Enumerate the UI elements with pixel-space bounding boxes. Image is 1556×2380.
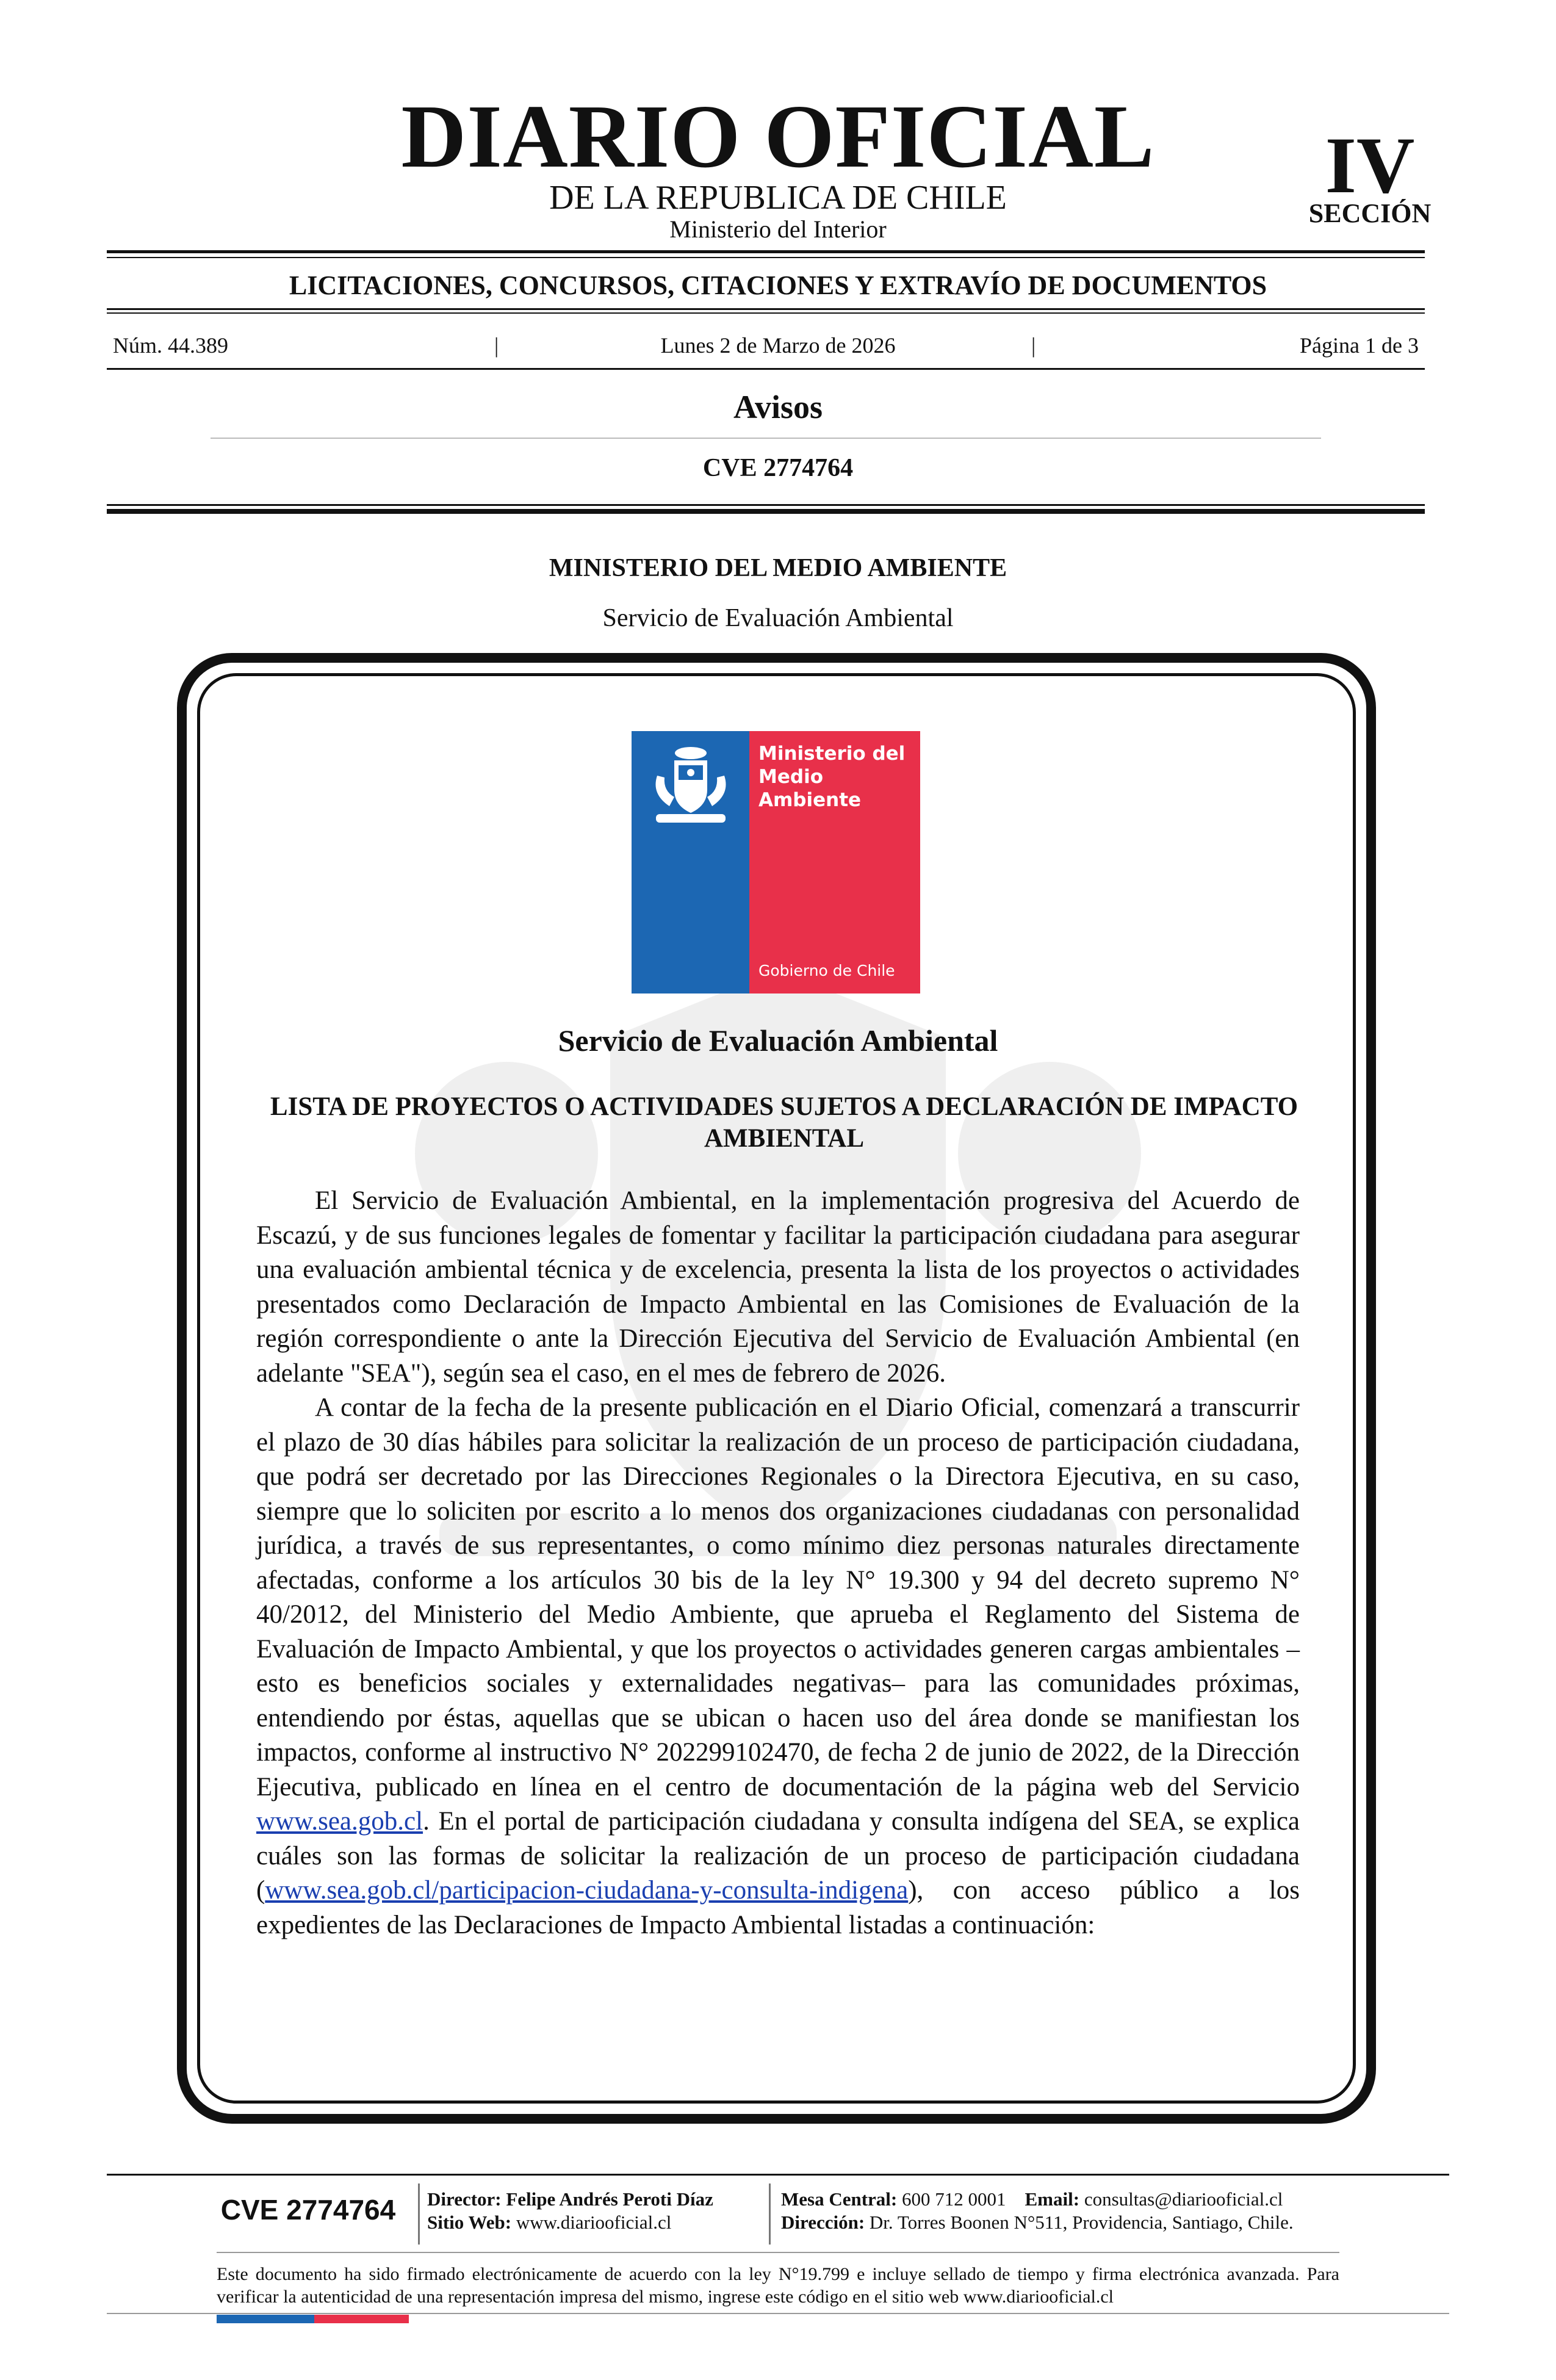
section-heading: LICITACIONES, CONCURSOS, CITACIONES Y EXTRAVÍO DE DOCUMENTOS (289, 270, 1267, 300)
issue-date: Lunes 2 de Marzo de 2026 (660, 333, 896, 358)
footer-rule-top (107, 2174, 1449, 2176)
service-name: Servicio de Evaluación Ambiental (602, 604, 954, 632)
paragraph-2 (256, 1391, 1300, 1942)
paragraph-1: El Servicio de Evaluación Ambiental, en la implementación progresiva del Acuerdo de Escazú, y de sus funciones legales de fomentar y facilitar la participación ciudadana para asegurar una evaluación ambiental técnica y de excelencia, presenta la lista de los proyectos o actividades presentados como Declaración de Impacto Ambiental en las Comisiones de Evaluación de la región correspondiente o ante la Dirección Ejecutiva del Servicio de Evaluación Ambiental (en adelante "SEA"), según sea el caso, en el mes de febrero de 2026. (256, 1186, 1300, 1388)
footer-director-block (427, 2188, 713, 2234)
masthead-rule-thick (107, 250, 1425, 253)
sea-website-link[interactable]: www.sea.gob.cl (256, 1807, 423, 1836)
site-url: www.diariooficial.cl (516, 2212, 672, 2233)
email-label: Email: (1025, 2188, 1080, 2210)
avisos-heading: Avisos (733, 389, 823, 425)
logo-name-line: Ministerio del (758, 743, 906, 765)
footer-cve-code: CVE 2774764 (220, 2194, 396, 2226)
footer-separator (769, 2183, 771, 2245)
paragraph-2-part-a: A contar de la fecha de la presente publicación en el Diario Oficial, comenzará a transcurrir el plazo de 30 días hábiles para solicitar la realización de un proceso de participación ciudadana, que podrá ser decretado por las Direcciones Regionales o la Directora Ejecutiva, en su caso, siempre que lo soliciten por escrito a lo menos dos organizaciones ciudadanas con personalidad jurídica, a través de sus representantes, o como mínimo diez personas naturales directamente afectadas, conforme a los artículos 30 bis de la ley N° 19.300 y 94 del decreto supremo N° 40/2012, del Ministerio del Medio Ambiente, que aprueba el Reglamento del Sistema de Evaluación de Impacto Ambiental, y que los proyectos o actividades generen cargas ambientales –esto es beneficios sociales y externalidades negativas– para las comunidades próximas, entendiendo por éstas, aquellas que se ubican o hacen uso del área donde se manifiestan los impactos, conforme al instructivo N° 202299102470, de fecha 2 de junio de 2022, de la Dirección Ejecutiva, publicado en línea en el centro de documentación de la página web del Servicio (256, 1393, 1300, 1801)
phone-label: Mesa Central: (781, 2188, 898, 2210)
footer-contact-block (781, 2188, 1294, 2234)
participation-portal-link[interactable]: www.sea.gob.cl/participacion-ciudadana-y-consulta-indigena (265, 1876, 909, 1905)
footer-separator (418, 2183, 420, 2245)
director-name: Felipe Andrés Peroti Díaz (506, 2188, 713, 2210)
header-rule-thick (107, 509, 1425, 514)
meta-separator: | (494, 333, 499, 358)
logo-name-line: Medio (758, 766, 823, 788)
issue-number: Núm. 44.389 (113, 333, 228, 358)
meta-rule-top (107, 308, 1425, 310)
notice-heading: LISTA DE PROYECTOS O ACTIVIDADES SUJETOS A DECLARACIÓN DE IMPACTO AMBIENTAL (270, 1092, 1298, 1153)
footer-flag-blue (217, 2315, 314, 2323)
logo-name-line: Ambiente (758, 789, 862, 811)
avisos-divider (211, 438, 1321, 439)
logo-ministry-name (758, 742, 917, 812)
coat-of-arms-icon (645, 742, 737, 831)
logo-government: Gobierno de Chile (758, 962, 895, 979)
email-address: consultas@diariooficial.cl (1084, 2188, 1283, 2210)
footer-rule-mid (217, 2252, 1339, 2253)
notice-body (256, 1184, 1300, 1942)
ministry-logo (632, 731, 920, 993)
header-rule-thin (107, 504, 1425, 506)
footer-legal-notice: Este documento ha sido firmado electrónicamente de acuerdo con la ley N°19.799 e incluye sellado de tiempo y firma electrónica avanzada. Para verificar la autenticidad de una representación impresa del mismo, ingrese este código en el sitio web www.diariooficial.cl (217, 2264, 1339, 2307)
meta-rule-bottom (107, 368, 1425, 370)
footer-rule-bottom (107, 2313, 1449, 2314)
address-label: Dirección: (781, 2212, 865, 2233)
meta-separator: | (1031, 333, 1036, 358)
paragraph-2-part-b: . En el portal de participación ciudadana y consulta indígena del SEA, se explica cuáles son las formas de solicitar la realización de un proceso de participación ciudadana ( (256, 1807, 1300, 1905)
masthead-rule-thin (107, 257, 1425, 258)
director-label: Director: (427, 2188, 502, 2210)
meta-rule-top-thin (107, 312, 1425, 314)
section-number: IV (1325, 120, 1415, 210)
masthead-ministry: Ministerio del Interior (669, 215, 887, 243)
footer-flag-red (314, 2315, 409, 2323)
phone-number: 600 712 0001 (902, 2188, 1006, 2210)
cve-code: CVE 2774764 (702, 454, 854, 482)
site-label: Sitio Web: (427, 2212, 512, 2233)
masthead-subtitle: DE LA REPUBLICA DE CHILE (549, 179, 1007, 217)
notice-service-title: Servicio de Evaluación Ambiental (558, 1023, 998, 1058)
paragraph-2-part-c: ), con acceso público a los expedientes de las Declaraciones de Impacto Ambiental listadas a continuación: (256, 1876, 1300, 1939)
address-value: Dr. Torres Boonen N°511, Providencia, Santiago, Chile. (869, 2212, 1294, 2233)
ministry-name: MINISTERIO DEL MEDIO AMBIENTE (549, 554, 1007, 582)
page-indicator: Página 1 de 3 (1300, 333, 1419, 358)
section-word: SECCIÓN (1308, 198, 1432, 228)
masthead-title: DIARIO OFICIAL (401, 87, 1155, 187)
